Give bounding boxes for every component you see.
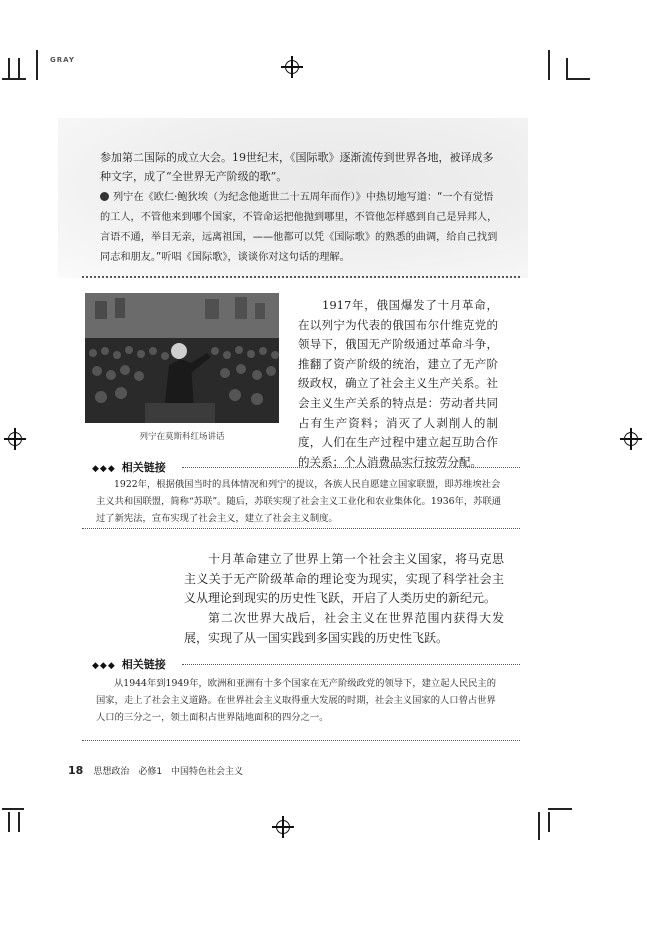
middle-paragraph-2: 第二次世界大战后，社会主义在世界范围内获得大发展，实现了从一国实践到多国实践的历史性飞跃。	[184, 611, 504, 645]
related-link-body-2: 从1944年到1949年，欧洲和亚洲有十多个国家在无产阶级政党的领导下，建立起人民民主的国家，走上了社会主义道路。在世界社会主义取得重大发展的时期，社会主义国家的人口曾占世界人口的三分之一，领土面积占世界陆地面积的四分之一。	[96, 678, 497, 723]
diamond-bullets-icon: ◆◆◆	[92, 661, 116, 671]
middle-paragraph-1: 十月革命建立了世界上第一个社会主义国家，将马克思主义关于无产阶级革命的理论变为现实，实现了科学社会主义从理论到现实的历史性飞跃，开启了人类历史的新纪元。	[184, 552, 504, 606]
lenin-quote-question	[100, 188, 498, 268]
october-revolution-paragraph: 1917年，俄国爆发了十月革命，在以列宁为代表的俄国布尔什维克党的领导下，俄国无产阶级通过革命斗争，推翻了资产阶级的统治，建立了无产阶级政权，确立了社会主义生产关系。社会主义生产关系的特点是：劳动者共同占有生产资料；消灭了人剥削人的制度，人们在生产过程中建立起互助合作的关系；个人消费品实行按劳分配。	[298, 298, 498, 469]
related-link-heading-2	[92, 656, 166, 672]
page-number: 18	[68, 764, 84, 777]
related-link-rule-2	[182, 664, 520, 665]
diamond-bullets-icon: ◆◆◆	[92, 464, 116, 474]
question-bullet-icon	[100, 192, 109, 201]
related-link-title-1: 相关链接	[121, 461, 166, 474]
quote-text: 列宁在《欧仁·鲍狄埃（为纪念他逝世二十五周年而作）》中热切地写道：“一个有觉悟的工人，不管他来到哪个国家，不管命运把他抛到哪里，不管他怎样感到自己是异邦人，言语不通，举目无亲，远离祖国，——他都可以凭《国际歌》的熟悉的曲调，给自己找到同志和朋友。”听唱《国际歌》，谈谈你对这句话的理解。	[100, 192, 498, 263]
related-link-divider-2	[82, 740, 520, 741]
related-link-body-1: 1922年，根据俄国当时的具体情况和列宁的提议，各族人民自愿建立国家联盟，即苏维埃社会主义共和国联盟，简称“苏联”。随后，苏联实现了社会主义工业化和农业集体化。1936年，苏联通过了新宪法，宣布实现了社会主义，建立了社会主义制度。	[96, 479, 502, 524]
related-link-divider-1	[82, 528, 520, 529]
photo-caption: 列宁在莫斯科红场讲话	[139, 432, 225, 442]
print-mark-label: GRAY	[50, 56, 75, 64]
registration-mark-top	[285, 60, 299, 74]
lenin-red-square-photo	[85, 293, 279, 423]
registration-mark-right	[624, 432, 638, 446]
related-link-heading-1	[92, 459, 166, 475]
section-divider	[82, 276, 520, 278]
related-link-rule-1	[182, 467, 520, 468]
page-footer	[68, 764, 243, 777]
related-link-title-2: 相关链接	[121, 658, 166, 671]
top-paragraph: 参加第二国际的成立大会。19世纪末，《国际歌》逐渐流传到世界各地，被译成多种文字，成了“全世界无产阶级的歌”。	[100, 151, 494, 183]
registration-mark-left	[8, 432, 22, 446]
registration-mark-bottom	[276, 820, 290, 834]
footer-book-title: 思想政治 必修1 中国特色社会主义	[93, 767, 244, 777]
